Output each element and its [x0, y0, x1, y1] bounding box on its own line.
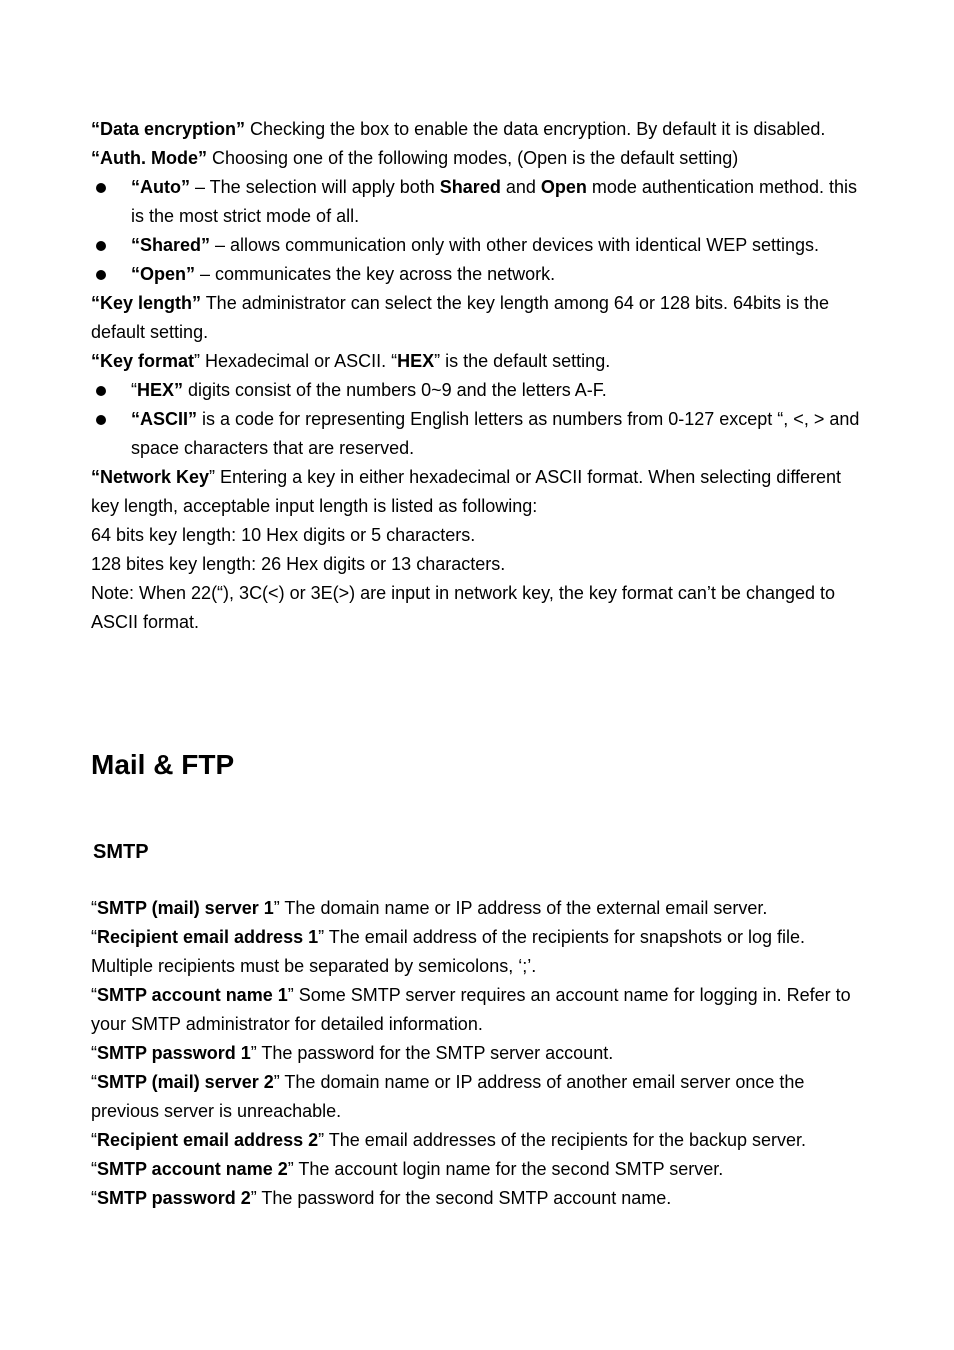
- bullet-icon: [96, 241, 106, 251]
- quote-mark: “: [91, 1130, 97, 1150]
- quote-mark: “: [91, 1159, 97, 1179]
- smtp-settings-section: [91, 894, 871, 1213]
- password-2-term: SMTP password 2: [97, 1188, 251, 1208]
- data-encryption-text: Checking the box to enable the data encryption. By default it is disabled.: [245, 119, 826, 139]
- network-key-paragraph: [91, 463, 871, 521]
- list-item: [91, 1068, 871, 1126]
- smtp-server-1-term: SMTP (mail) server 1: [97, 898, 274, 918]
- key-format-text-pre: ” Hexadecimal or ASCII. “: [194, 351, 398, 371]
- list-item: [91, 376, 871, 405]
- auto-term: “Auto”: [131, 177, 190, 197]
- ascii-text: is a code for representing English letters as numbers from 0-127 except “, <, > and space characters that are reserved.: [131, 409, 860, 458]
- auth-mode-text: Choosing one of the following modes, (Open is the default setting): [206, 148, 739, 168]
- key-length-text: The administrator can select the key length among 64 or 128 bits. 64bits is the default setting.: [91, 293, 830, 342]
- key-length-paragraph: [91, 289, 871, 347]
- quote-mark: “: [91, 1043, 97, 1063]
- key-format-hex-term: HEX: [397, 351, 435, 371]
- subsection-title: SMTP: [93, 841, 149, 863]
- hex-text: digits consist of the numbers 0~9 and the letters A-F.: [183, 380, 607, 400]
- list-item: [91, 1126, 871, 1155]
- data-encryption-term: “Data encryption”: [91, 119, 246, 139]
- auth-mode-term: “Auth. Mode”: [91, 148, 207, 168]
- hex-term: HEX”: [137, 380, 184, 400]
- auto-text-post: mode authentication method. this is the most strict mode of all.: [131, 177, 858, 226]
- account-1-term: SMTP account name 1: [97, 985, 288, 1005]
- password-1-term: SMTP password 1: [97, 1043, 251, 1063]
- auto-shared-term: Shared: [439, 177, 501, 197]
- quote-mark: “: [91, 1072, 97, 1092]
- auto-open-term: Open: [540, 177, 587, 197]
- auth-mode-paragraph: [91, 144, 871, 173]
- network-key-text: ” Entering a key in either hexadecimal or ASCII format. When selecting different key length, acceptable input length is listed as following:: [91, 467, 842, 516]
- key-length-128-line: 128 bites key length: 26 Hex digits or 13 characters.: [91, 554, 506, 574]
- smtp-server-1-text: ” The domain name or IP address of the external email server.: [273, 898, 768, 918]
- quote-mark: “: [91, 927, 97, 947]
- recipient-1-term: Recipient email address 1: [97, 927, 319, 947]
- account-1-text: ” Some SMTP server requires an account name for logging in. Refer to your SMTP administrator for detailed information.: [91, 985, 851, 1034]
- smtp-server-2-term: SMTP (mail) server 2: [97, 1072, 274, 1092]
- key-format-text-post: ” is the default setting.: [434, 351, 611, 371]
- list-item: [91, 981, 871, 1039]
- bullet-icon: [96, 386, 106, 396]
- key-format-term: “Key format: [91, 351, 195, 371]
- open-text: – communicates the key across the network.: [195, 264, 556, 284]
- bullet-icon: [96, 270, 106, 280]
- bullet-icon: [96, 183, 106, 193]
- ascii-term: “ASCII”: [131, 409, 198, 429]
- account-2-term: SMTP account name 2: [97, 1159, 288, 1179]
- key-length-64-line: 64 bits key length: 10 Hex digits or 5 characters.: [91, 525, 476, 545]
- open-term: “Open”: [131, 264, 196, 284]
- quote-mark: “: [91, 898, 97, 918]
- list-item: [91, 173, 871, 231]
- key-length-term: “Key length”: [91, 293, 202, 313]
- password-2-text: ” The password for the second SMTP account name.: [250, 1188, 672, 1208]
- auto-text-mid: and: [500, 177, 541, 197]
- password-1-text: ” The password for the SMTP server account.: [250, 1043, 614, 1063]
- recipient-2-text: ” The email addresses of the recipients for the backup server.: [318, 1130, 807, 1150]
- wep-settings-section: [91, 115, 871, 637]
- list-item: [91, 260, 871, 289]
- data-encryption-paragraph: [91, 115, 871, 144]
- shared-text: – allows communication only with other devices with identical WEP settings.: [210, 235, 819, 255]
- list-item: [91, 894, 871, 923]
- shared-term: “Shared”: [131, 235, 211, 255]
- account-2-text: ” The account login name for the second SMTP server.: [287, 1159, 724, 1179]
- quote-mark: “: [91, 1188, 97, 1208]
- recipient-2-term: Recipient email address 2: [97, 1130, 319, 1150]
- hex-quote: “: [131, 380, 137, 400]
- list-item: [91, 1155, 871, 1184]
- quote-mark: “: [91, 985, 97, 1005]
- smtp-server-2-text: ” The domain name or IP address of another email server once the previous server is unreachable.: [91, 1072, 805, 1121]
- section-title: Mail & FTP: [91, 749, 235, 780]
- list-item: [91, 231, 871, 260]
- network-key-term: “Network Key: [91, 467, 210, 487]
- list-item: [91, 1039, 871, 1068]
- list-item: [91, 405, 871, 463]
- auto-text-pre: – The selection will apply both: [189, 177, 440, 197]
- key-format-paragraph: [91, 347, 871, 376]
- bullet-icon: [96, 415, 106, 425]
- list-item: [91, 923, 871, 981]
- recipient-1-text: ” The email address of the recipients for snapshots or log file. Multiple recipients must be separated by semicolons, ‘;’.: [91, 927, 806, 976]
- list-item: [91, 1184, 871, 1213]
- note-paragraph: Note: When 22(“), 3C(<) or 3E(>) are input in network key, the key format can’t be changed to ASCII format.: [91, 583, 836, 632]
